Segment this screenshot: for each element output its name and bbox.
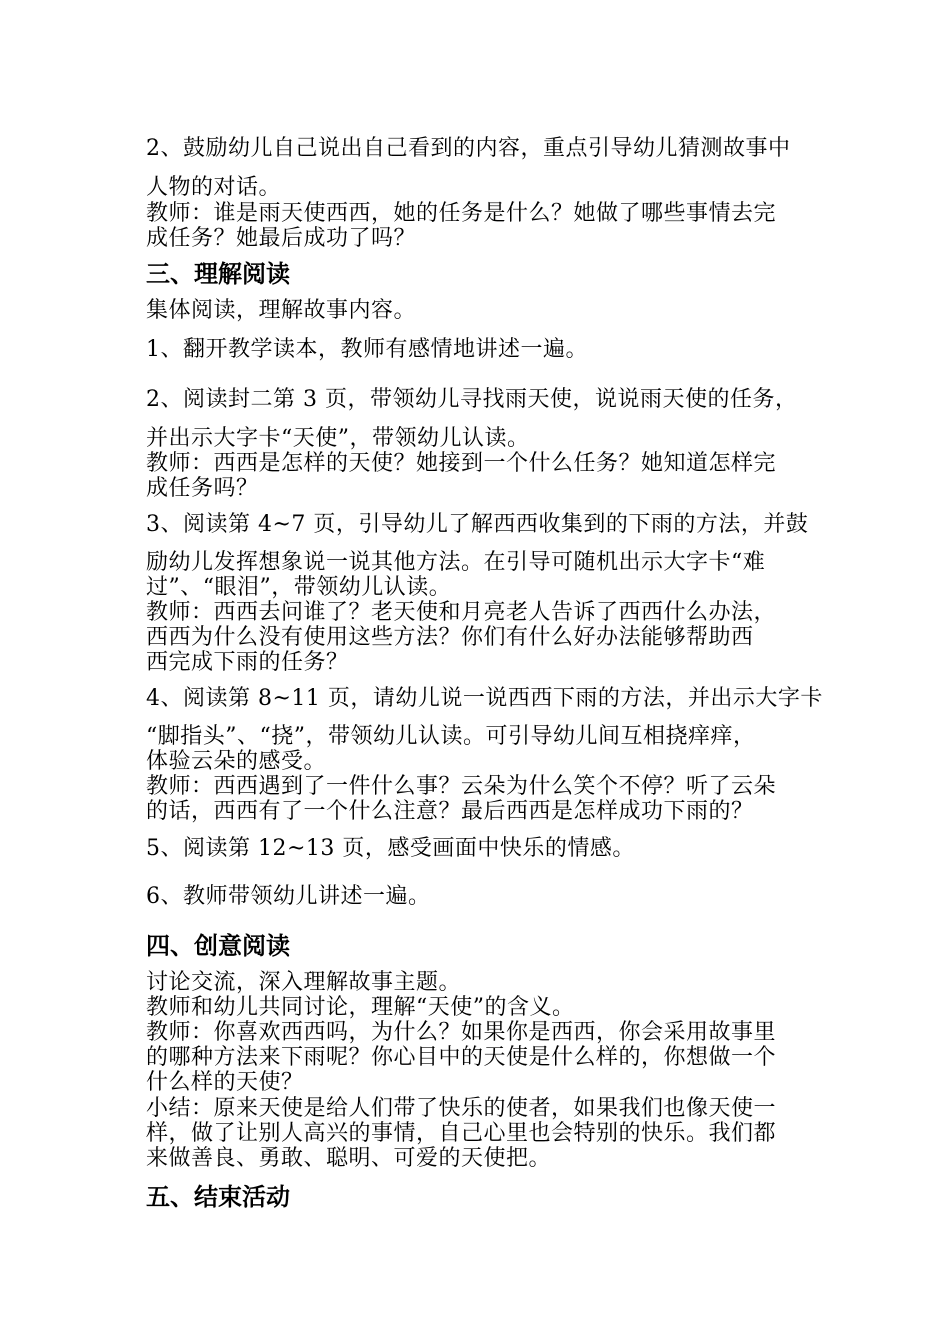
paragraph-line: 西西为什么没有使用这些方法？你们有什么好办法能够帮助西 [146, 625, 754, 650]
paragraph-line: 并出示大字卡“天使”，带领幼儿认读。 [146, 426, 530, 451]
paragraph-line: 教师：西西去问谁了？老天使和月亮老人告诉了西西什么办法， [146, 600, 777, 625]
paragraph-line: 过”、“眼泪”，带领幼儿认读。 [146, 575, 452, 600]
paragraph-line: 4、阅读第 8~11 页，请幼儿说一说西西下雨的方法，并出示大字卡 [146, 686, 823, 711]
paragraph-line: 小结：原来天使是给人们带了快乐的使者，如果我们也像天使一 [146, 1096, 777, 1121]
paragraph-line: 体验云朵的感受。 [146, 749, 327, 774]
paragraph-line: 样，做了让别人高兴的事情，自己心里也会特别的快乐。我们都 [146, 1121, 777, 1146]
section-heading-3: 三、理解阅读 [146, 260, 290, 288]
paragraph-line: 西完成下雨的任务？ [146, 650, 349, 675]
paragraph-line: 2、阅读封二第 3 页，带领幼儿寻找雨天使，说说雨天使的任务， [146, 387, 798, 412]
paragraph-line: 人物的对话。 [146, 175, 282, 200]
paragraph-line: 5、阅读第 12~13 页，感受画面中快乐的情感。 [146, 836, 635, 861]
section-heading-4: 四、创意阅读 [146, 932, 290, 960]
section-heading-5: 五、结束活动 [146, 1183, 290, 1211]
paragraph-line: “脚指头”、“挠”，带领幼儿认读。可引导幼儿间互相挠痒痒， [146, 724, 756, 749]
paragraph-line: 来做善良、勇敢、聪明、可爱的天使把。 [146, 1146, 552, 1171]
paragraph-line: 讨论交流，深入理解故事主题。 [146, 970, 462, 995]
paragraph-line: 教师：西西是怎样的天使？她接到一个什么任务？她知道怎样完 [146, 451, 777, 476]
paragraph-line: 什么样的天使？ [146, 1070, 304, 1095]
paragraph-line: 6、教师带领幼儿讲述一遍。 [146, 884, 431, 909]
paragraph-line: 教师：谁是雨天使西西，她的任务是什么？她做了哪些事情去完 [146, 201, 777, 226]
paragraph-line: 3、阅读第 4~7 页，引导幼儿了解西西收集到的下雨的方法，并鼓 [146, 512, 809, 537]
paragraph-line: 教师和幼儿共同讨论，理解“天使”的含义。 [146, 995, 575, 1020]
paragraph-line: 的哪种方法来下雨呢？你心目中的天使是什么样的，你想做一个 [146, 1045, 777, 1070]
paragraph-line: 1、翻开教学读本，教师有感情地讲述一遍。 [146, 337, 588, 362]
paragraph-line: 教师：西西遇到了一件什么事？云朵为什么笑个不停？听了云朵 [146, 774, 777, 799]
paragraph-line: 成任务？她最后成功了吗？ [146, 226, 417, 251]
paragraph-line: 2、鼓励幼儿自己说出自己看到的内容，重点引导幼儿猜测故事中 [146, 136, 791, 161]
paragraph-line: 的话，西西有了一个什么注意？最后西西是怎样成功下雨的？ [146, 799, 754, 824]
paragraph-line: 励幼儿发挥想象说一说其他方法。在引导可随机出示大字卡“难 [146, 550, 766, 575]
paragraph-line: 教师：你喜欢西西吗，为什么？如果你是西西，你会采用故事里 [146, 1020, 777, 1045]
paragraph-line: 集体阅读，理解故事内容。 [146, 298, 417, 323]
paragraph-line: 成任务吗？ [146, 476, 259, 501]
